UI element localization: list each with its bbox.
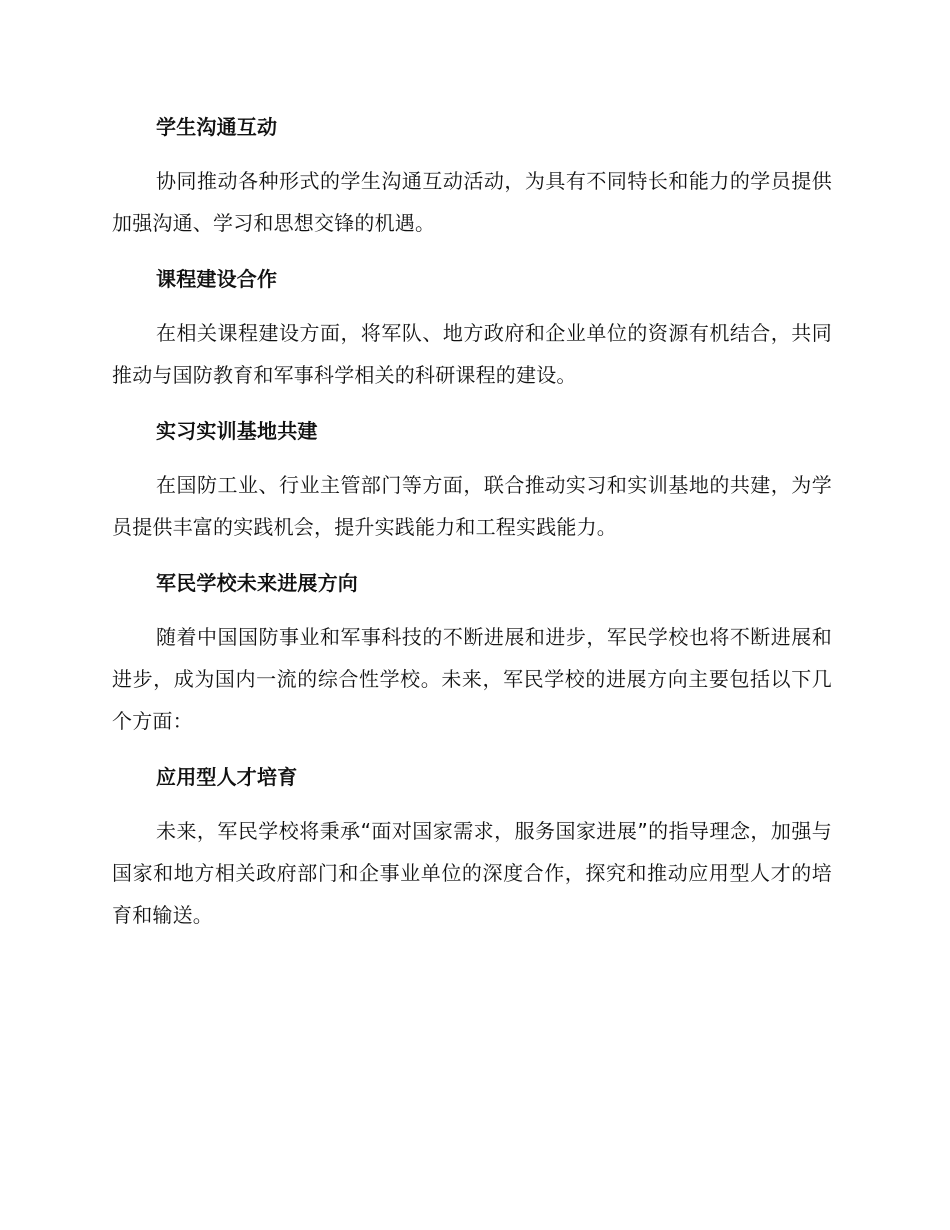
section-heading: 课程建设合作 bbox=[156, 267, 278, 291]
section-heading: 应用型人才培育 bbox=[156, 765, 298, 789]
section-training-base bbox=[112, 410, 832, 548]
section-future-direction bbox=[112, 562, 832, 742]
document-body bbox=[112, 106, 832, 950]
section-heading: 军民学校未来进展方向 bbox=[156, 571, 358, 595]
section-paragraph: 在相关课程建设方面，将军队、地方政府和企业单位的资源有机结合，共同推动与国防教育和军事科学相关的科研课程的建设。 bbox=[112, 321, 832, 387]
section-paragraph: 协同推动各种形式的学生沟通互动活动，为具有不同特长和能力的学员提供加强沟通、学习和思想交锋的机遇。 bbox=[112, 169, 832, 235]
section-curriculum-cooperation bbox=[112, 258, 832, 396]
section-heading: 学生沟通互动 bbox=[156, 115, 278, 139]
section-paragraph: 在国防工业、行业主管部门等方面，联合推动实习和实训基地的共建，为学员提供丰富的实践机会，提升实践能力和工程实践能力。 bbox=[112, 473, 832, 539]
section-heading: 实习实训基地共建 bbox=[156, 419, 318, 443]
section-student-exchange bbox=[112, 106, 832, 244]
section-paragraph: 未来，军民学校将秉承“面对国家需求，服务国家进展”的指导理念，加强与国家和地方相关政府部门和企事业单位的深度合作，探究和推动应用型人才的培育和输送。 bbox=[112, 819, 832, 927]
section-applied-talent bbox=[112, 756, 832, 936]
section-paragraph: 随着中国国防事业和军事科技的不断进展和进步，军民学校也将不断进展和进步，成为国内一流的综合性学校。未来，军民学校的进展方向主要包括以下几个方面： bbox=[112, 625, 832, 733]
